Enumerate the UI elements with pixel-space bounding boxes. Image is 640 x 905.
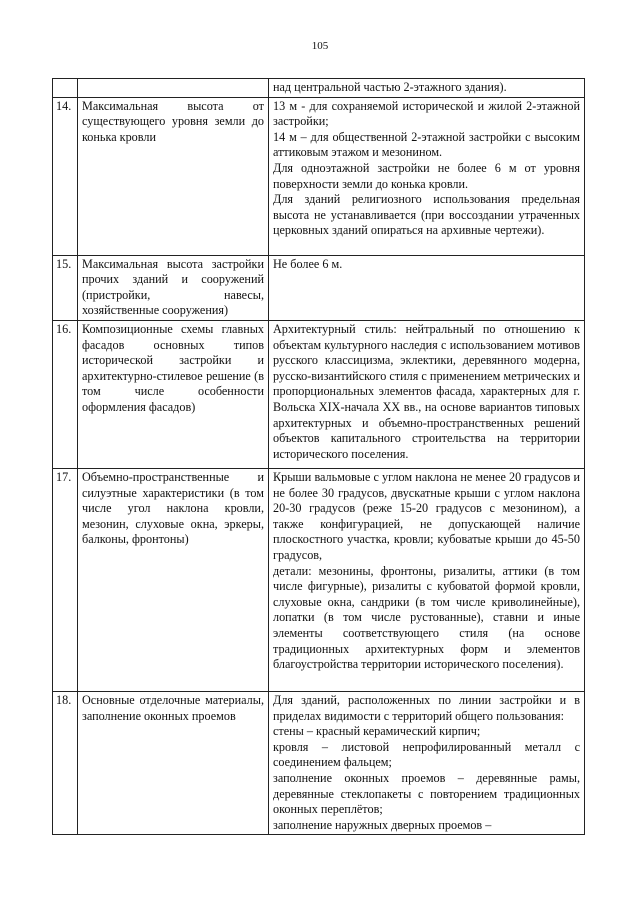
table-row xyxy=(53,97,585,255)
value-paragraph: стены – красный керамический кирпич; xyxy=(273,724,481,739)
row-number: 15. xyxy=(53,255,78,320)
row-number: 17. xyxy=(53,468,78,691)
value-cell xyxy=(269,255,585,320)
value-paragraph: заполнение наружных дверных проемов – xyxy=(273,817,492,832)
value-paragraph: Для зданий, расположенных по линии застройки и в приделах видимости с территорий общего пользования: xyxy=(273,692,580,723)
value-paragraph: Не более 6 м. xyxy=(273,256,343,271)
parameter-name: Объемно-пространственные и силуэтные характеристики (в том числе угол наклона кровли, мезонин, слуховые окна, эркеры, балконы, фронтоны) xyxy=(78,468,269,691)
value-cell xyxy=(269,691,585,834)
parameter-name: Основные отделочные материалы, заполнение оконных проемов xyxy=(78,691,269,834)
parameter-cell xyxy=(78,79,269,98)
table-row xyxy=(53,691,585,834)
regulations-table xyxy=(52,78,585,835)
row-number: 14. xyxy=(53,97,78,255)
value-paragraph: Крыши вальмовые с углом наклона не менее 20 градусов и не более 30 градусов, двускатные крыши с углом наклона 20-30 градусов (реже 15-20 градусов с мезонином), а также конфигурацией, не допускающей наличие плоскостного участка, кровли; кубоватые крыши до 45-50 градусов, xyxy=(273,469,580,562)
value-paragraph: кровля – листовой непрофилированный металл с соединением фальцем; xyxy=(273,739,580,770)
parameter-name: Максимальная высота застройки прочих зданий и сооружений (пристройки, навесы, хозяйственные сооружения) xyxy=(78,255,269,320)
value-paragraph: Для зданий религиозного использования предельная высота не устанавливается (при воссоздании утраченных церковных зданий опираться на архивные чертежи). xyxy=(273,192,580,238)
value-cell xyxy=(269,97,585,255)
row-number: 16. xyxy=(53,320,78,468)
value-paragraph: 14 м – для общественной 2-этажной застройки с высоким аттиковым этажом и мезонином. xyxy=(273,129,580,160)
parameter-name: Максимальная высота от существующего уровня земли до конька кровли xyxy=(78,97,269,255)
value-paragraph: 13 м - для сохраняемой исторической и жилой 2-этажной застройки; xyxy=(273,98,580,129)
table-row xyxy=(53,255,585,320)
table-row xyxy=(53,320,585,468)
value-paragraph: Архитектурный стиль: нейтральный по отношению к объектам культурного наследия с использованием мотивов русского классицизма, эклектики, деревянного модерна, русско-византийского стиля с применением метрических и пропорциональных элементов фасада, характерных для г. Вольска XIX-начала XX вв., на основе вариантов типовых архитектурных и объемно-пространственных решений объектов капитального строительства на территории исторического поселения. xyxy=(273,321,580,461)
page-number: 105 xyxy=(311,40,329,52)
value-cell xyxy=(269,320,585,468)
value-paragraph: Для одноэтажной застройки не более 6 м от уровня поверхности земли до конька кровли. xyxy=(273,160,580,191)
row-number: 18. xyxy=(53,691,78,834)
table-row xyxy=(53,468,585,691)
row-number-cell xyxy=(53,79,78,98)
table-row xyxy=(53,79,585,98)
value-paragraph: заполнение оконных проемов – деревянные рамы, деревянные стеклопакеты с повторением традиционных оконных переплётов; xyxy=(273,770,580,817)
value-cell xyxy=(269,468,585,691)
value-cell: над центральной частью 2-этажного здания). xyxy=(269,79,585,98)
value-paragraph: детали: мезонины, фронтоны, ризалиты, аттики (в том числе фигурные), ризалиты с кубоватой формой кровли, слуховые окна, сандрики (в том числе криволинейные), лопатки (в том числе рустованные), ставни и иные элементы соответствующего стиля (на основе традиционных архитектурных форм и элементов благоустройства территории исторического поселения). xyxy=(273,563,580,672)
parameter-name: Композиционные схемы главных фасадов основных типов исторической застройки и архитектурно-стилевое решение (в том числе особенности оформления фасадов) xyxy=(78,320,269,468)
